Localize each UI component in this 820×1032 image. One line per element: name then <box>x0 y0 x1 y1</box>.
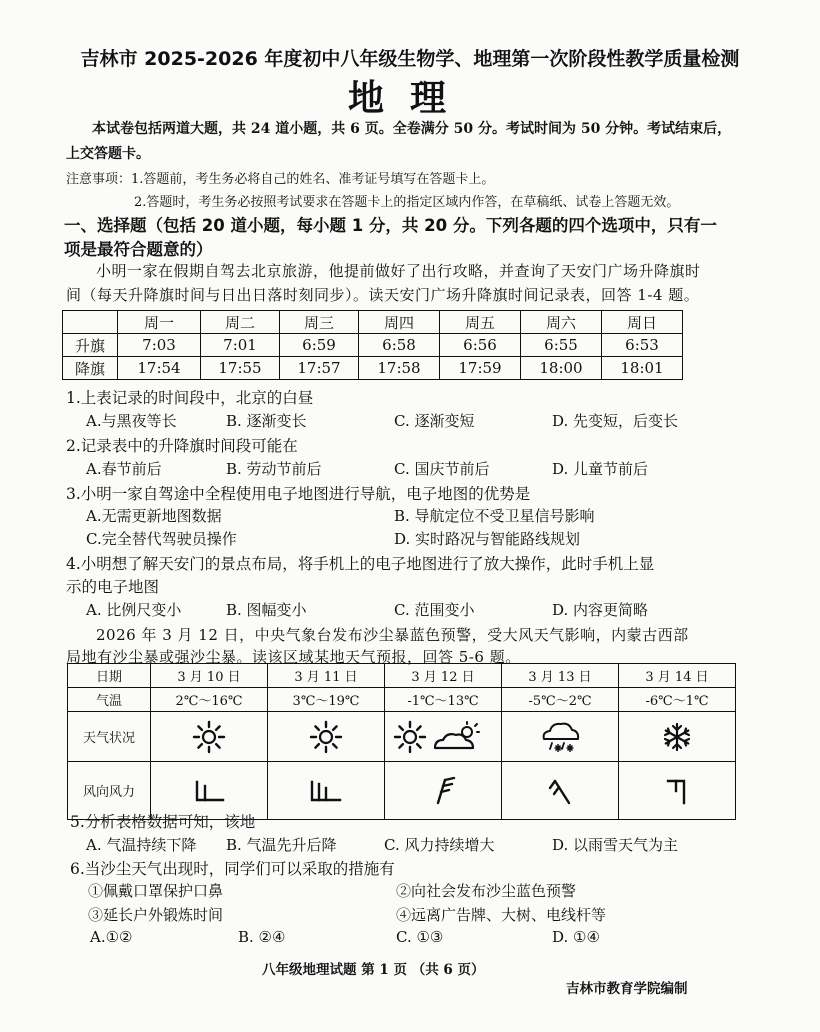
sleet-icon <box>538 719 582 755</box>
publisher: 吉林市教育学院编制 <box>566 981 688 997</box>
question-4-option-b[interactable]: B. 图幅变小 <box>226 601 307 619</box>
wind-cell <box>385 762 502 820</box>
question-1-stem: 1.上表记录的时间段中，北京的白昼 <box>66 389 314 407</box>
table-cell: 17:59 <box>440 357 521 380</box>
question-5-stem: 5.分析表格数据可知，该地 <box>70 813 256 831</box>
question-2-option-d[interactable]: D. 儿童节前后 <box>552 460 649 478</box>
date-cell: 3 月 12 日 <box>385 664 502 688</box>
intro-line-1: 本试卷包括两道大题，共 24 道小题，共 6 页。全卷满分 50 分。考试时间为 50 分钟。考试结束后， <box>92 121 732 137</box>
material-2-line-2: 局地有沙尘暴或强沙尘暴。读该区域某地天气预报，回答 5-6 题。 <box>66 648 521 666</box>
question-6-item-2: ②向社会发布沙尘蓝色预警 <box>396 882 577 900</box>
question-6-stem: 6.当沙尘天气出现时，同学们可以采取的措施有 <box>70 860 395 878</box>
table-header-cell: 周二 <box>201 311 280 334</box>
wind-cell <box>619 762 736 820</box>
table-header-cell: 周五 <box>440 311 521 334</box>
material-1-line-2: 间（每天升降旗时间与日出日落时刻同步）。读天安门广场升降旗时间记录表，回答 1-4 题。 <box>66 286 700 304</box>
table-header-cell: 周四 <box>359 311 440 334</box>
question-3-stem: 3.小明一家自驾途中全程使用电子地图进行导航，电子地图的优势是 <box>66 485 531 503</box>
wind-cell <box>268 762 385 820</box>
temp-cell: 3℃～19℃ <box>268 688 385 712</box>
question-6-option-d[interactable]: D. ①④ <box>552 928 600 946</box>
question-2-option-b[interactable]: B. 劳动节前后 <box>226 460 322 478</box>
question-1-option-a[interactable]: A.与黑夜等长 <box>86 412 177 430</box>
table-cell: 17:58 <box>359 357 440 380</box>
table-header-cell: 周一 <box>118 311 201 334</box>
table-cell: 18:01 <box>602 357 683 380</box>
table-header-cell: 周六 <box>521 311 602 334</box>
notice-1: 注意事项：1.答题前，考生务必将自己的姓名、准考证号填写在答题卡上。 <box>66 172 495 187</box>
question-4-stem-cont: 示的电子地图 <box>66 578 160 596</box>
table-cell: 7:01 <box>201 334 280 357</box>
date-cell: 3 月 14 日 <box>619 664 736 688</box>
weather-cell <box>502 712 619 762</box>
sunny-icon <box>309 720 343 754</box>
page-number: 八年级地理试题 第 1 页 （共 6 页） <box>262 962 485 978</box>
weather-forecast-table <box>67 663 736 820</box>
table-row <box>68 712 736 762</box>
wind-barb-south-3-icon <box>306 776 346 806</box>
question-1-option-c[interactable]: C. 逐渐变短 <box>394 412 475 430</box>
table-header-cell: 周日 <box>602 311 683 334</box>
question-1-option-b[interactable]: B. 逐渐变长 <box>226 412 307 430</box>
temp-cell: -6℃～1℃ <box>619 688 736 712</box>
intro-line-2: 上交答题卡。 <box>66 146 150 162</box>
table-cell: 17:57 <box>280 357 359 380</box>
question-6-option-a[interactable]: A.①② <box>90 928 133 946</box>
table-cell: 18:00 <box>521 357 602 380</box>
table-row <box>68 688 736 712</box>
subject-title: 地理 <box>347 78 472 119</box>
section-heading-line-2: 项是最符合题意的） <box>64 240 213 259</box>
question-4-option-d[interactable]: D. 内容更简略 <box>552 601 649 619</box>
table-header-row <box>63 311 683 334</box>
sunny-to-cloudy-icon <box>393 720 493 754</box>
material-2-line-1: 2026 年 3 月 12 日，中央气象台发布沙尘暴蓝色预警，受大风天气影响，内蒙古西部 <box>96 626 689 644</box>
section-heading-line-1: 一、选择题（包括 20 道小题，每小题 1 分，共 20 分。下列各题的四个选项中，只有一 <box>64 216 717 235</box>
table-cell: 17:55 <box>201 357 280 380</box>
temp-cell: -1℃～13℃ <box>385 688 502 712</box>
question-6-option-c[interactable]: C. ①③ <box>396 928 444 946</box>
table-cell: 6:56 <box>440 334 521 357</box>
notice-2: 2.答题时，考生务必按照考试要求在答题卡上的指定区域内作答，在草稿纸、试卷上答题无效。 <box>134 195 680 210</box>
table-header-cell <box>63 311 118 334</box>
row-label-raise: 升旗 <box>63 334 118 357</box>
question-4-stem: 4.小明想了解天安门的景点布局，将手机上的电子地图进行了放大操作，此时手机上显 <box>66 555 655 573</box>
table-row <box>63 357 683 380</box>
wind-cell <box>502 762 619 820</box>
question-3-option-c[interactable]: C.完全替代驾驶员操作 <box>86 530 237 548</box>
row-label-weather: 天气状况 <box>68 712 151 762</box>
question-5-option-c[interactable]: C. 风力持续增大 <box>384 836 495 854</box>
date-cell: 3 月 13 日 <box>502 664 619 688</box>
wind-barb-south-2-icon <box>189 776 229 806</box>
row-label-date: 日期 <box>68 664 151 688</box>
question-4-option-a[interactable]: A. 比例尺变小 <box>86 601 182 619</box>
question-6-option-b[interactable]: B. ②④ <box>238 928 286 946</box>
wind-barb-northeast-3-icon <box>428 775 458 807</box>
snow-icon <box>662 722 692 752</box>
temp-cell: 2℃～16℃ <box>151 688 268 712</box>
weather-cell <box>619 712 736 762</box>
wind-barb-northwest-2-icon <box>545 775 575 807</box>
question-2-option-a[interactable]: A.春节前后 <box>86 460 162 478</box>
question-5-option-b[interactable]: B. 气温先升后降 <box>226 836 337 854</box>
table-row <box>68 664 736 688</box>
flag-time-table <box>62 310 683 380</box>
table-cell: 6:55 <box>521 334 602 357</box>
date-cell: 3 月 11 日 <box>268 664 385 688</box>
table-cell: 6:58 <box>359 334 440 357</box>
question-5-option-a[interactable]: A. 气温持续下降 <box>86 836 197 854</box>
question-5-option-d[interactable]: D. 以雨雪天气为主 <box>552 836 679 854</box>
question-3-option-b[interactable]: B. 导航定位不受卫星信号影响 <box>394 507 595 525</box>
question-3-option-a[interactable]: A.无需更新地图数据 <box>86 507 222 525</box>
question-4-option-c[interactable]: C. 范围变小 <box>394 601 475 619</box>
table-cell: 17:54 <box>118 357 201 380</box>
wind-barb-north-2-icon <box>662 775 692 807</box>
question-2-stem: 2.记录表中的升降旗时间段可能在 <box>66 437 298 455</box>
weather-cell <box>268 712 385 762</box>
date-cell: 3 月 10 日 <box>151 664 268 688</box>
question-1-option-d[interactable]: D. 先变短，后变长 <box>552 412 679 430</box>
temp-cell: -5℃～2℃ <box>502 688 619 712</box>
weather-cell <box>151 712 268 762</box>
material-1-line-1: 小明一家在假期自驾去北京旅游，他提前做好了出行攻略，并查询了天安门广场升降旗时 <box>96 262 701 280</box>
row-label-wind: 风向风力 <box>68 762 151 820</box>
row-label-lower: 降旗 <box>63 357 118 380</box>
row-label-temp: 气温 <box>68 688 151 712</box>
weather-cell <box>385 712 502 762</box>
table-cell: 6:59 <box>280 334 359 357</box>
table-header-cell: 周三 <box>280 311 359 334</box>
sunny-icon <box>192 720 226 754</box>
table-cell: 6:53 <box>602 334 683 357</box>
question-2-option-c[interactable]: C. 国庆节前后 <box>394 460 490 478</box>
table-cell: 7:03 <box>118 334 201 357</box>
question-6-item-1: ①佩戴口罩保护口鼻 <box>88 882 224 900</box>
question-6-item-3: ③延长户外锻炼时间 <box>88 906 224 924</box>
question-6-item-4: ④远离广告牌、大树、电线杆等 <box>396 906 607 924</box>
exam-title: 吉林市 2025-2026 年度初中八年级生物学、地理第一次阶段性教学质量检测 <box>80 48 740 70</box>
table-row <box>63 334 683 357</box>
question-3-option-d[interactable]: D. 实时路况与智能路线规划 <box>394 530 581 548</box>
